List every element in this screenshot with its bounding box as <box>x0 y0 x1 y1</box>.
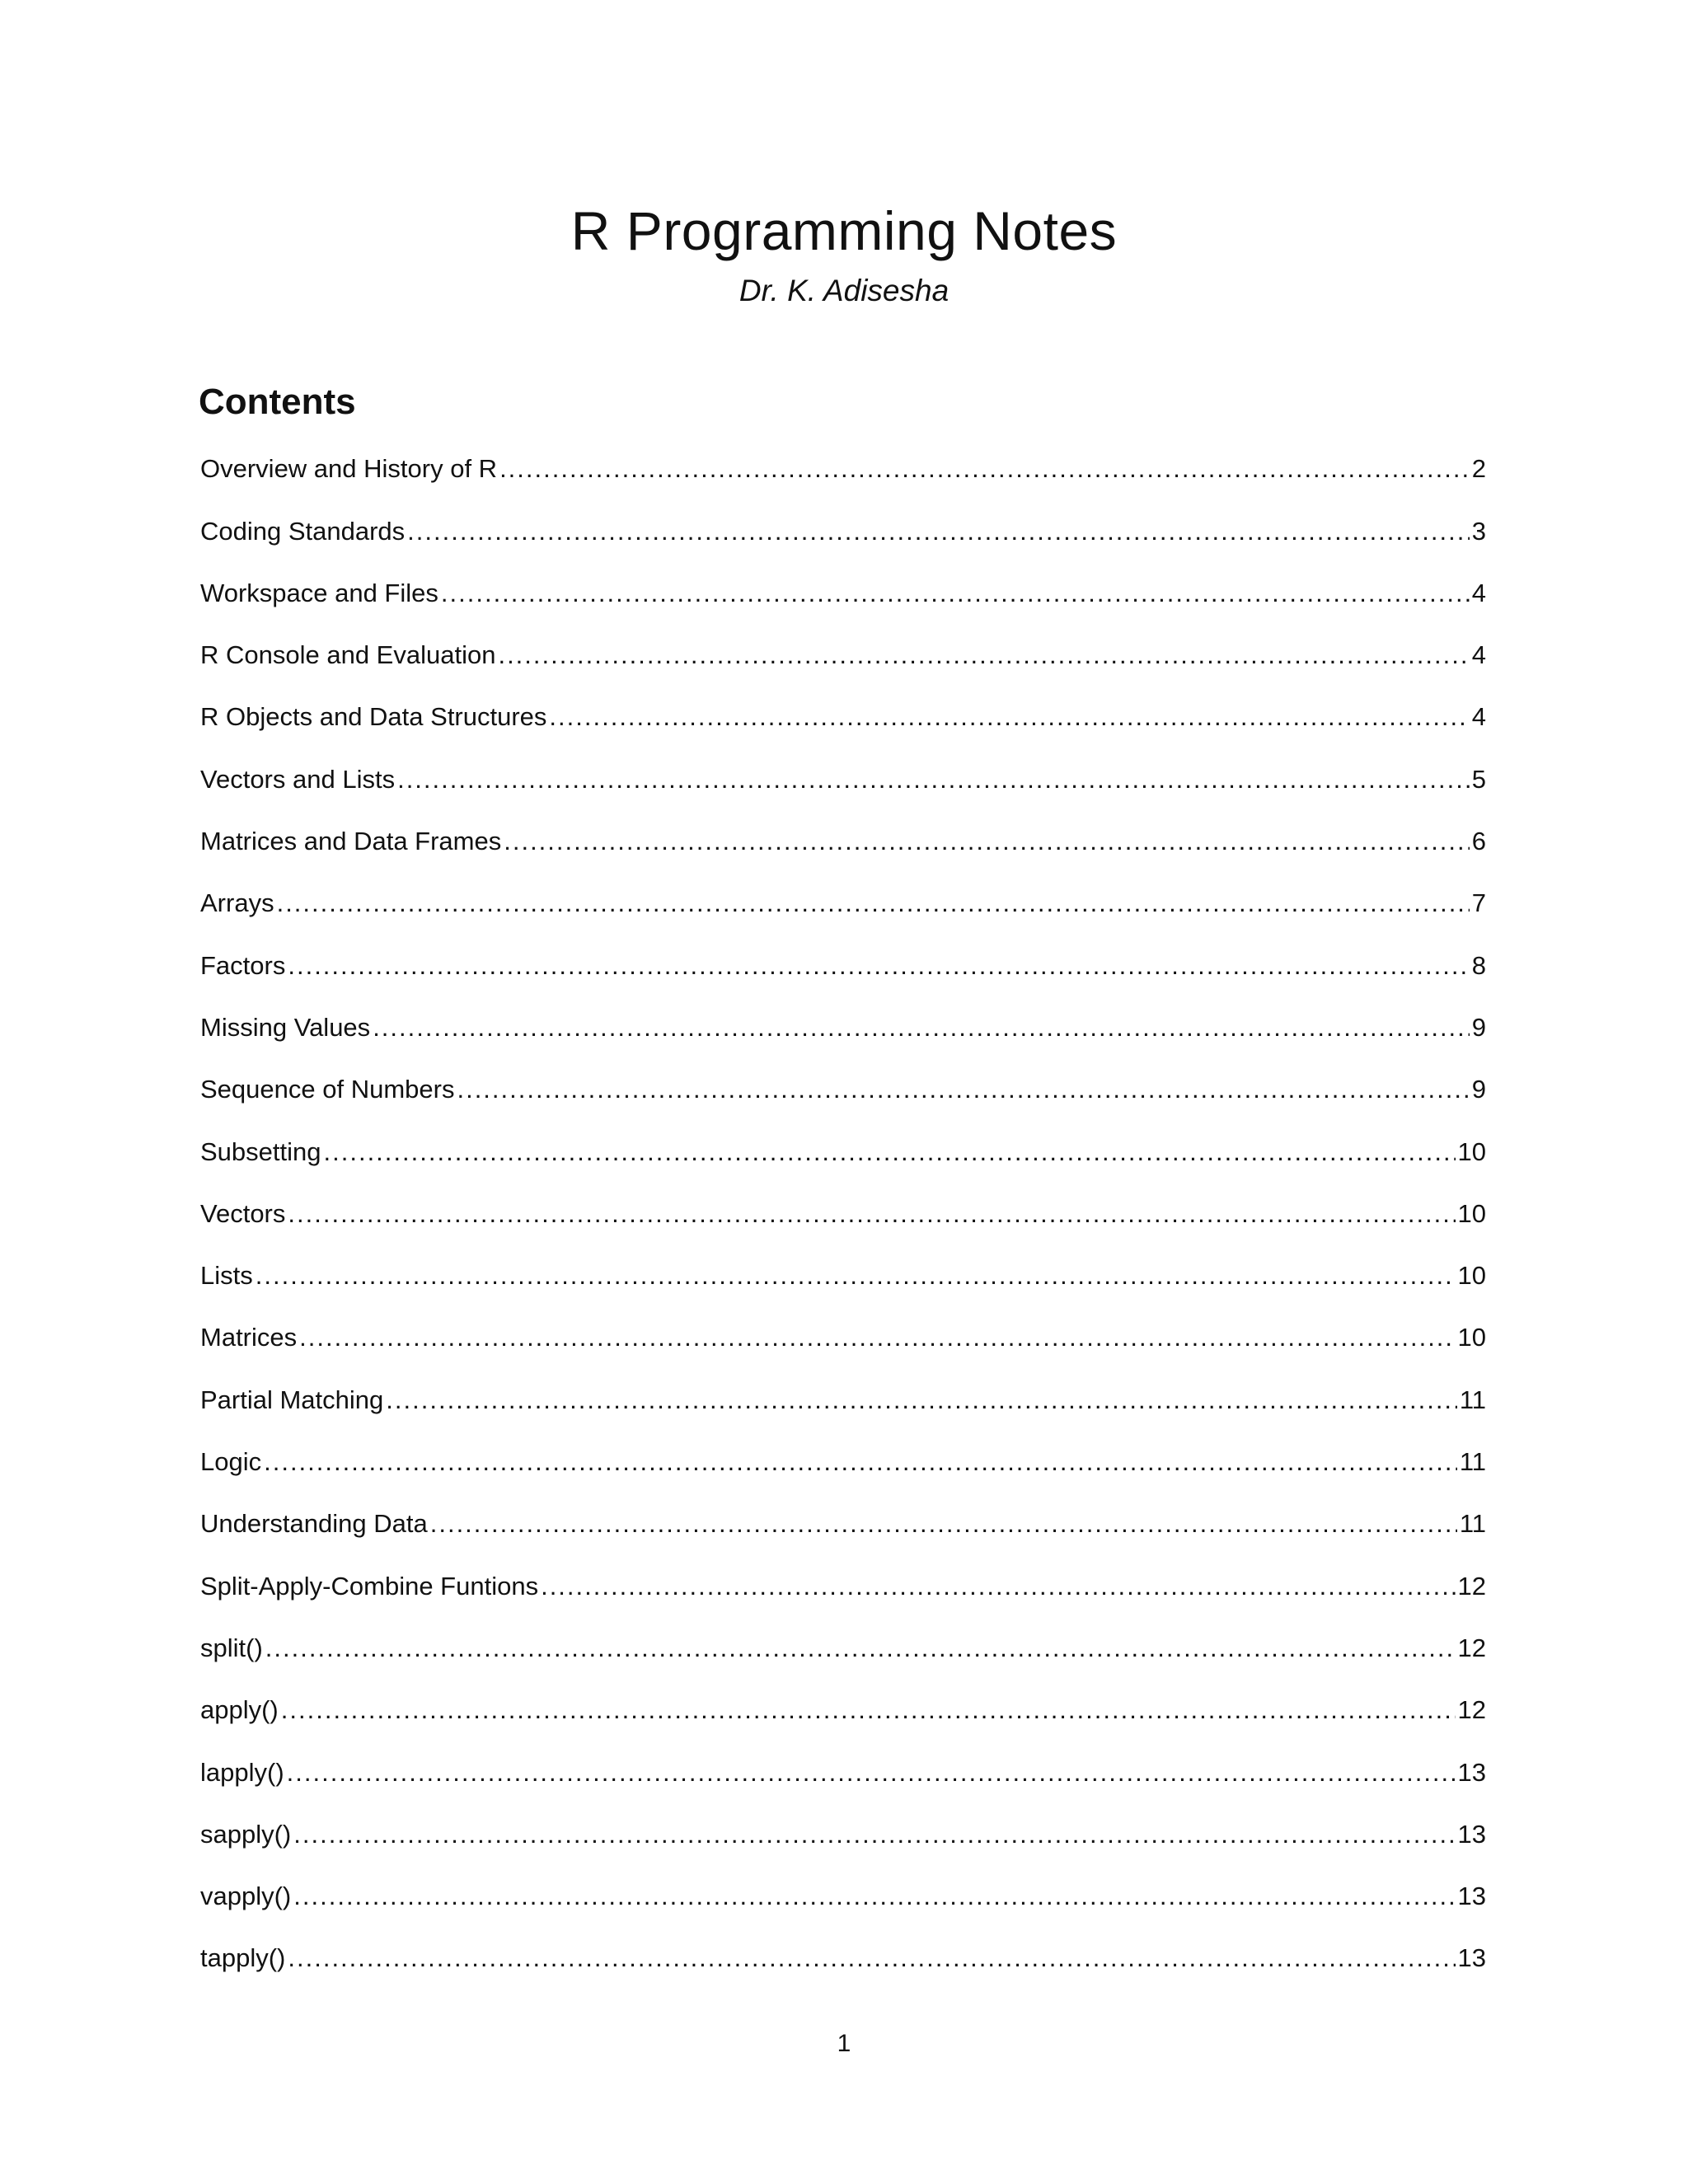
toc-entry-page: 10 <box>1457 1198 1486 1228</box>
toc-entry-label: apply() <box>200 1695 279 1725</box>
toc-entry[interactable] <box>200 801 1486 863</box>
toc-entry-label: lapply() <box>200 1757 284 1787</box>
toc-dot-leader <box>293 1813 1455 1856</box>
toc-entry-label: vapply() <box>200 1882 292 1911</box>
toc-entry-label: Coding Standards <box>200 516 406 546</box>
toc-dot-leader <box>457 1068 1469 1111</box>
toc-entry-label: Logic <box>200 1447 262 1477</box>
toc-dot-leader <box>299 1316 1455 1359</box>
toc-dot-leader <box>430 1502 1457 1545</box>
toc-entry-page: 12 <box>1457 1571 1486 1601</box>
toc-entry[interactable] <box>200 987 1486 1049</box>
toc-entry-label: Missing Values <box>200 1012 371 1042</box>
toc-entry-label: Overview and History of R <box>200 454 498 484</box>
contents-heading: Contents <box>199 382 356 422</box>
toc-entry-page: 12 <box>1457 1695 1486 1725</box>
toc-entry-page: 11 <box>1459 1385 1486 1414</box>
toc-entry-label: Vectors <box>200 1198 286 1228</box>
toc-entry-page: 4 <box>1471 702 1486 732</box>
toc-entry-label: Split-Apply-Combine Funtions <box>200 1571 539 1601</box>
toc-entry-label: Understanding Data <box>200 1509 428 1539</box>
toc-entry-label: Arrays <box>200 888 274 918</box>
table-of-contents <box>200 429 1486 1980</box>
toc-dot-leader <box>386 1379 1457 1422</box>
toc-entry[interactable] <box>200 429 1486 490</box>
document-title: R Programming Notes <box>570 200 1118 261</box>
toc-dot-leader <box>288 944 1469 987</box>
toc-entry[interactable] <box>200 1483 1486 1545</box>
toc-entry-page: 13 <box>1457 1943 1486 1973</box>
toc-entry-page: 2 <box>1471 454 1486 484</box>
toc-entry[interactable] <box>200 1111 1486 1173</box>
toc-entry[interactable] <box>200 490 1486 552</box>
toc-dot-leader <box>499 448 1470 490</box>
toc-entry[interactable] <box>200 738 1486 800</box>
toc-entry-page: 4 <box>1471 640 1486 670</box>
toc-entry-label: Factors <box>200 950 286 980</box>
toc-dot-leader <box>293 1875 1455 1918</box>
toc-entry-page: 13 <box>1457 1819 1486 1849</box>
toc-entry-label: Workspace and Files <box>200 578 438 607</box>
toc-dot-leader <box>256 1254 1456 1297</box>
toc-entry-page: 6 <box>1471 827 1486 856</box>
toc-entry-label: split() <box>200 1633 263 1662</box>
toc-dot-leader <box>504 820 1470 863</box>
toc-entry[interactable] <box>200 1732 1486 1793</box>
toc-entry-label: Matrices <box>200 1323 298 1352</box>
toc-dot-leader <box>441 572 1470 615</box>
toc-entry-page: 12 <box>1457 1633 1486 1662</box>
toc-entry[interactable] <box>200 1174 1486 1235</box>
toc-dot-leader <box>265 1627 1456 1670</box>
toc-entry[interactable] <box>200 1670 1486 1732</box>
toc-entry-label: R Console and Evaluation <box>200 640 496 670</box>
toc-dot-leader <box>277 882 1470 925</box>
toc-entry[interactable] <box>200 1297 1486 1359</box>
toc-entry-page: 4 <box>1471 578 1486 607</box>
toc-entry-label: Lists <box>200 1261 253 1291</box>
toc-entry-page: 8 <box>1471 950 1486 980</box>
toc-dot-leader <box>397 758 1470 801</box>
toc-entry-label: Matrices and Data Frames <box>200 827 502 856</box>
toc-entry-page: 9 <box>1471 1075 1486 1104</box>
toc-entry-label: tapply() <box>200 1943 286 1973</box>
toc-entry-label: sapply() <box>200 1819 292 1849</box>
toc-entry[interactable] <box>200 1608 1486 1670</box>
toc-entry-page: 10 <box>1457 1261 1486 1291</box>
toc-dot-leader <box>498 634 1469 677</box>
toc-entry-page: 9 <box>1471 1012 1486 1042</box>
toc-entry-page: 11 <box>1459 1447 1486 1477</box>
toc-entry[interactable] <box>200 1918 1486 1980</box>
document-author: Dr. K. Adisesha <box>738 274 950 307</box>
toc-entry[interactable] <box>200 1422 1486 1483</box>
toc-dot-leader <box>264 1441 1457 1483</box>
toc-dot-leader <box>288 1193 1455 1235</box>
toc-dot-leader <box>549 696 1469 738</box>
toc-entry-label: Vectors and Lists <box>200 764 396 794</box>
toc-dot-leader <box>287 1751 1456 1794</box>
toc-entry-page: 10 <box>1457 1137 1486 1166</box>
toc-entry-label: Partial Matching <box>200 1385 384 1414</box>
toc-entry[interactable] <box>200 925 1486 987</box>
page-number: 1 <box>837 2030 851 2057</box>
toc-entry-page: 13 <box>1457 1757 1486 1787</box>
toc-dot-leader <box>541 1565 1455 1608</box>
toc-entry-page: 7 <box>1471 888 1486 918</box>
toc-entry[interactable] <box>200 1049 1486 1111</box>
toc-entry[interactable] <box>200 863 1486 925</box>
toc-entry[interactable] <box>200 1856 1486 1918</box>
toc-dot-leader <box>407 510 1470 553</box>
toc-entry[interactable] <box>200 677 1486 738</box>
toc-entry-page: 13 <box>1457 1882 1486 1911</box>
toc-entry-page: 3 <box>1471 516 1486 546</box>
toc-entry-label: R Objects and Data Structures <box>200 702 547 732</box>
toc-entry[interactable] <box>200 1545 1486 1607</box>
toc-entry[interactable] <box>200 1235 1486 1297</box>
toc-entry[interactable] <box>200 1359 1486 1421</box>
toc-entry[interactable] <box>200 1794 1486 1856</box>
toc-dot-leader <box>281 1689 1456 1732</box>
toc-dot-leader <box>288 1937 1455 1980</box>
toc-entry[interactable] <box>200 615 1486 677</box>
toc-dot-leader <box>373 1006 1470 1049</box>
toc-entry[interactable] <box>200 553 1486 615</box>
toc-entry-label: Sequence of Numbers <box>200 1075 455 1104</box>
toc-entry-page: 11 <box>1459 1509 1486 1539</box>
toc-entry-label: Subsetting <box>200 1137 321 1166</box>
toc-entry-page: 10 <box>1457 1323 1486 1352</box>
toc-dot-leader <box>324 1131 1456 1174</box>
toc-entry-page: 5 <box>1471 764 1486 794</box>
